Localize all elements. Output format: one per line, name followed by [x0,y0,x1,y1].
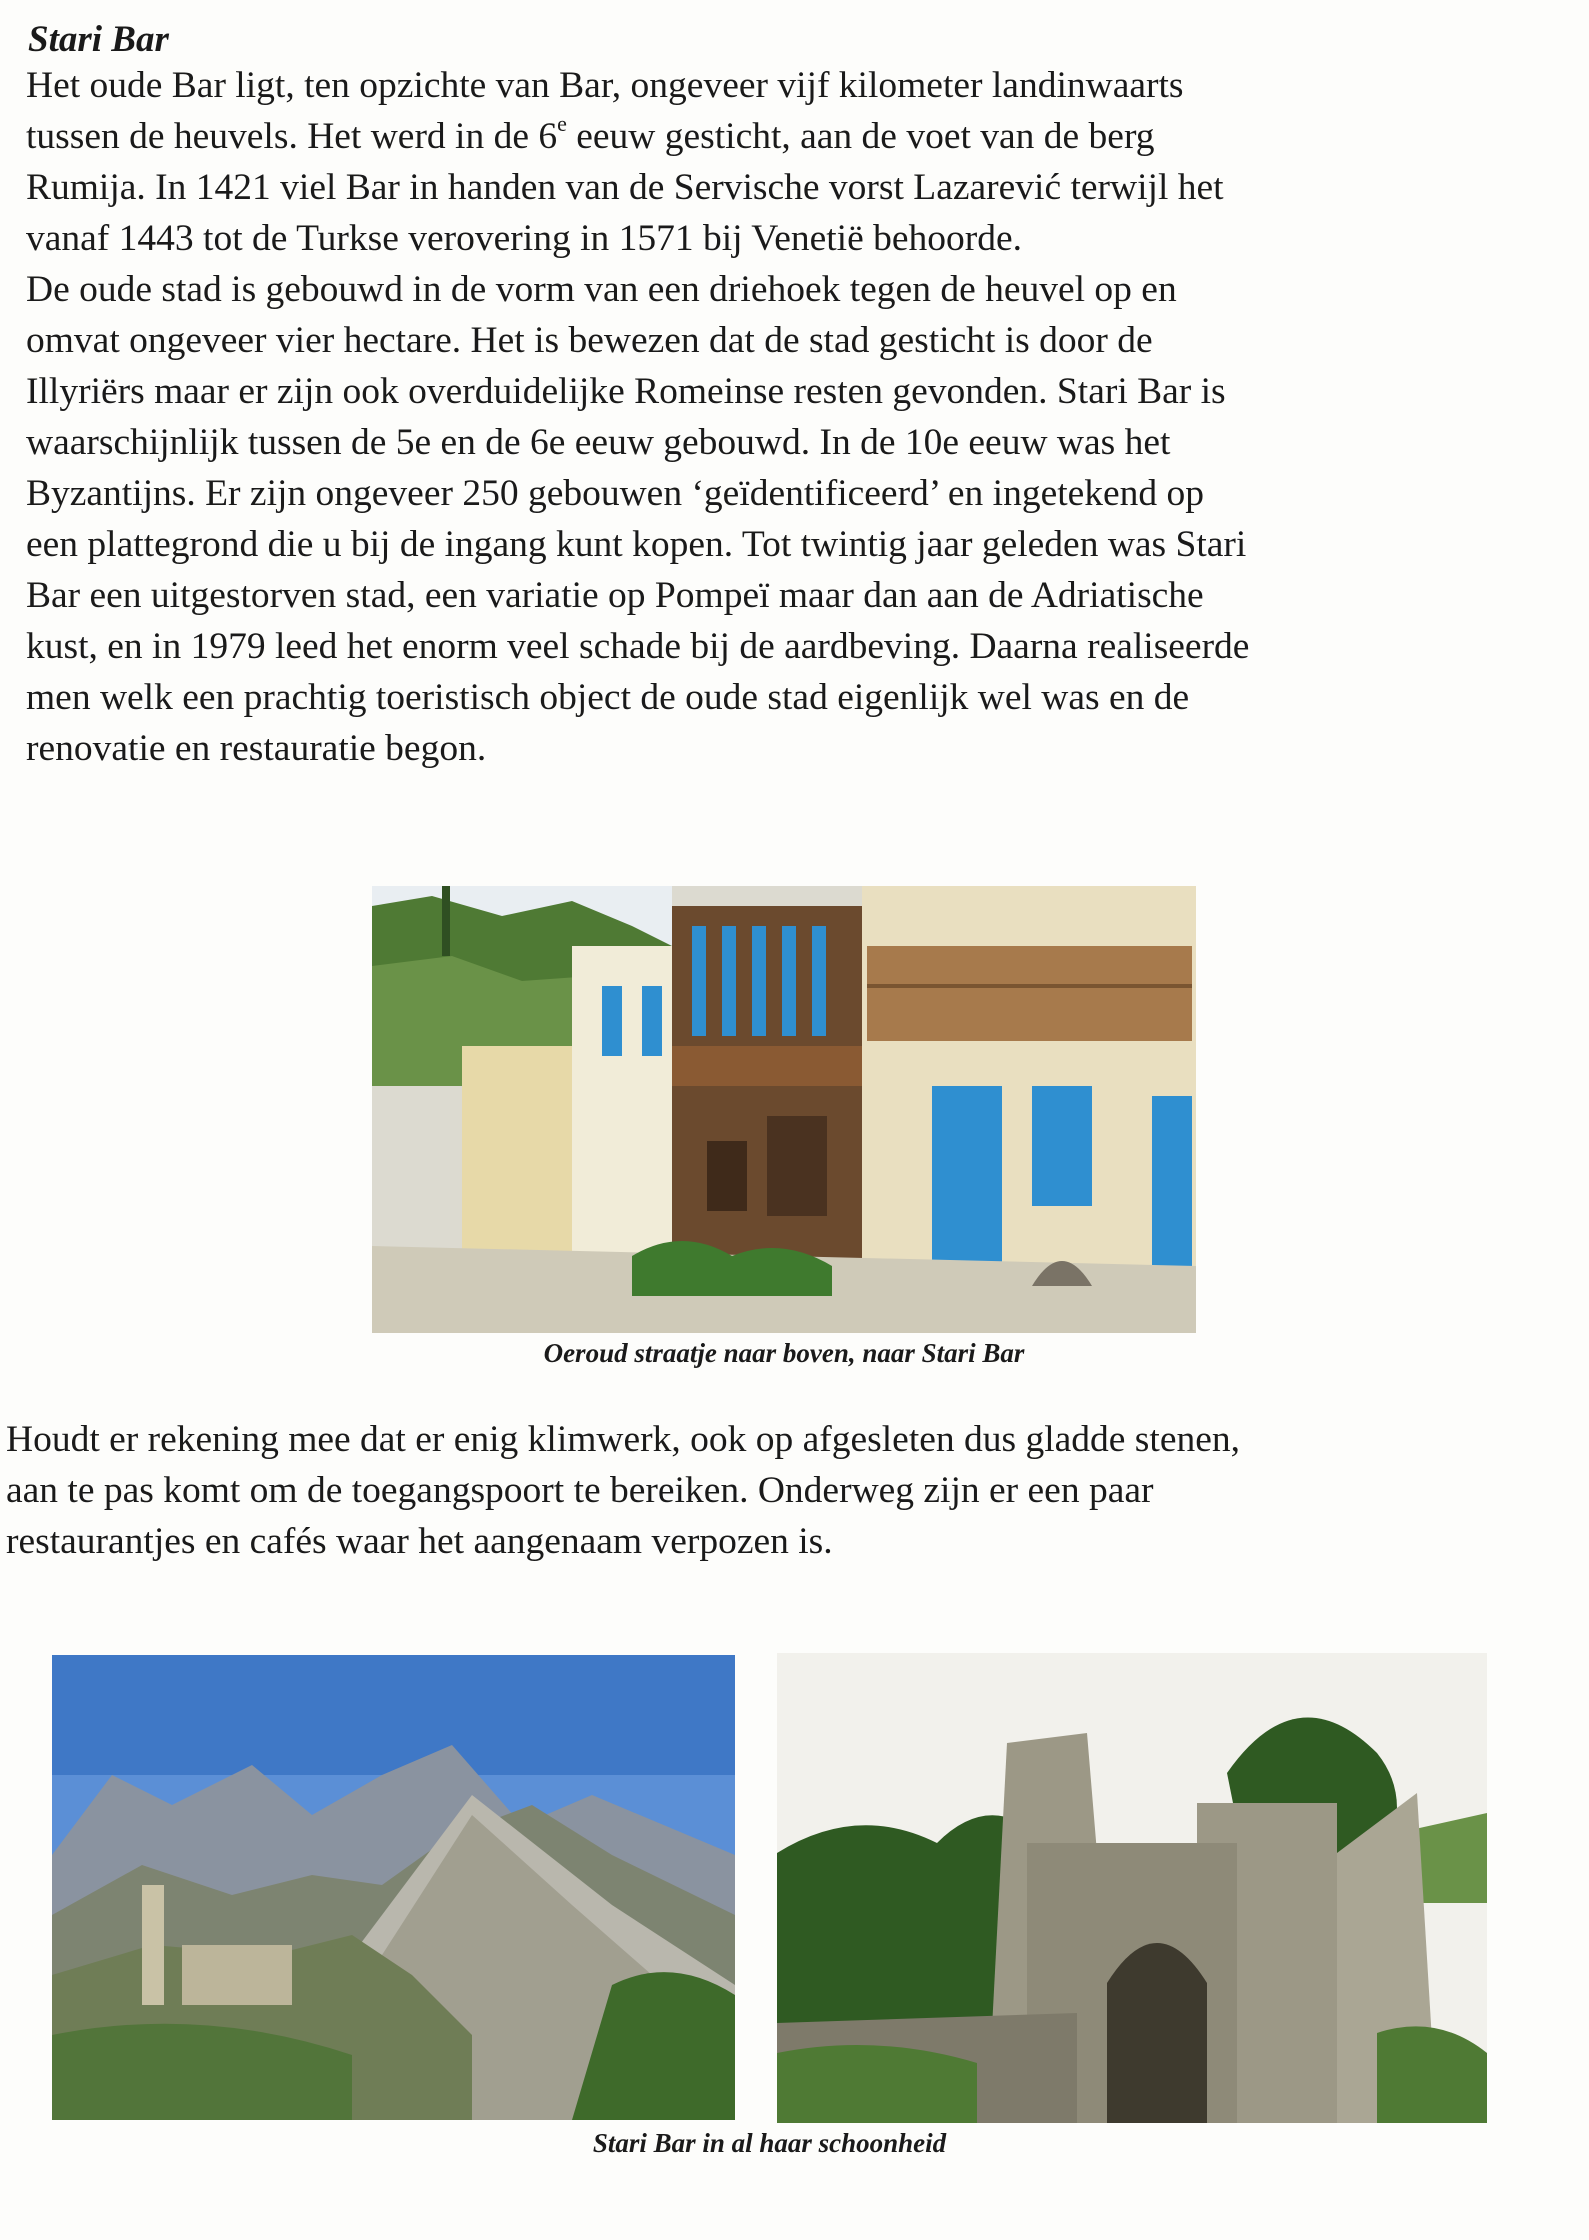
page-title: Stari Bar [28,19,169,60]
text-line: Rumija. In 1421 viel Bar in handen van de Servische vorst Lazarević terwijl het [26,167,1224,208]
second-paragraph [6,1414,1240,1567]
text-line: waarschijnlijk tussen de 5e en de 6e eeuw gebouwd. In de 10e eeuw was het [26,422,1171,463]
text-line: omvat ongeveer vier hectare. Het is bewezen dat de stad gesticht is door de [26,320,1153,361]
text-line: Het oude Bar ligt, ten opzichte van Bar, ongeveer vijf kilometer landinwaarts [26,65,1184,106]
text-line: kust, en in 1979 leed het enorm veel schade bij de aardbeving. Daarna realiseerde [26,626,1250,667]
text-line: Byzantijns. Er zijn ongeveer 250 gebouwen ‘geïdentificeerd’ en ingetekend op [26,473,1205,514]
text-line: Houdt er rekening mee dat er enig klimwerk, ook op afgesleten dus gladde stenen, [6,1419,1240,1460]
intro-paragraph [26,60,1249,774]
text-line: tussen de heuvels. Het werd in de 6e eeuw gesticht, aan de voet van de berg [26,110,1155,157]
text-line: Illyriërs maar er zijn ook overduidelijke Romeinse resten gevonden. Stari Bar is [26,371,1226,412]
text-line: De oude stad is gebouwd in de vorm van een driehoek tegen de heuvel op en [26,269,1177,310]
text-line: vanaf 1443 tot de Turkse verovering in 1571 bij Venetië behoorde. [26,218,1023,259]
text-line: restaurantjes en cafés waar het aangenaam verpozen is. [6,1521,833,1562]
text-line: Bar een uitgestorven stad, een variatie op Pompeï maar dan aan de Adriatische [26,575,1204,616]
ruins-photo [777,1653,1487,2123]
mountain-photo [52,1655,735,2120]
text-line: men welk een prachtig toeristisch object de oude stad eigenlijk wel was en de [26,677,1190,718]
text-line: aan te pas komt om de toegangspoort te bereiken. Onderweg zijn er een paar [6,1470,1154,1511]
street-photo [372,886,1196,1333]
text-line: een plattegrond die u bij de ingang kunt kopen. Tot twintig jaar geleden was Stari [26,524,1247,565]
photo-caption: Stari Bar in al haar schoonheid [592,2128,947,2158]
photo-caption: Oeroud straatje naar boven, naar Stari Bar [543,1338,1025,1368]
text-line: renovatie en restauratie begon. [26,728,487,769]
